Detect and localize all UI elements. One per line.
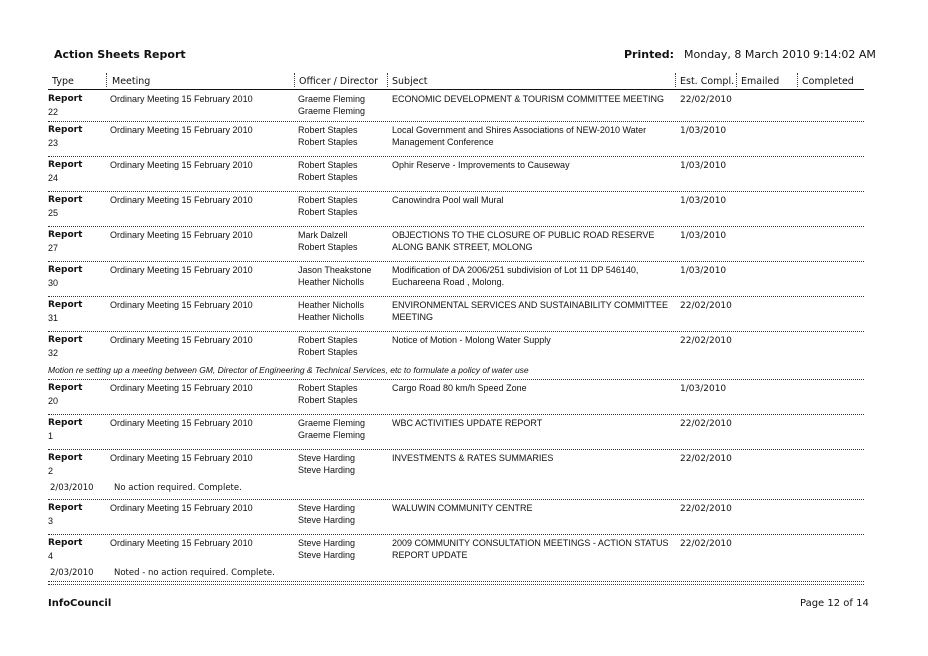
row-type: Report xyxy=(48,418,83,428)
row-officer: Robert Staples xyxy=(298,160,358,170)
row-number: 2 xyxy=(48,466,54,476)
row-subject: ENVIRONMENTAL SERVICES AND SUSTAINABILITY COMMITTEE MEETING xyxy=(392,300,669,322)
row-action-text: Noted - no action required. Complete. xyxy=(114,568,275,578)
table-row xyxy=(48,297,864,332)
row-meeting: Ordinary Meeting 15 February 2010 xyxy=(110,94,253,104)
table-row xyxy=(48,380,864,415)
row-meeting: Ordinary Meeting 15 February 2010 xyxy=(110,300,253,310)
row-type: Report xyxy=(48,453,83,463)
row-number: 30 xyxy=(48,278,59,288)
row-officer: Heather Nicholls xyxy=(298,300,365,310)
row-subject: WALUWIN COMMUNITY CENTRE xyxy=(392,503,533,513)
row-est-compl: 22/02/2010 xyxy=(680,336,732,346)
row-director: Robert Staples xyxy=(298,395,358,405)
row-meeting: Ordinary Meeting 15 February 2010 xyxy=(110,335,253,345)
row-director: Steve Harding xyxy=(298,550,356,560)
row-director: Robert Staples xyxy=(298,242,358,252)
printed-time: 9:14:02 AM xyxy=(813,48,876,61)
row-number: 22 xyxy=(48,107,59,117)
column-separator xyxy=(294,73,295,87)
row-est-compl: 22/02/2010 xyxy=(680,301,732,311)
row-number: 27 xyxy=(48,243,59,253)
row-est-compl: 1/03/2010 xyxy=(680,126,727,136)
row-director: Robert Staples xyxy=(298,347,358,357)
row-est-compl: 22/02/2010 xyxy=(680,95,732,105)
row-subject: 2009 COMMUNITY CONSULTATION MEETINGS - ACTION STATUS REPORT UPDATE xyxy=(392,538,669,560)
table-row xyxy=(48,262,864,297)
row-director: Graeme Fleming xyxy=(298,430,366,440)
row-number: 23 xyxy=(48,138,59,148)
row-type: Report xyxy=(48,265,83,275)
footer-brand: InfoCouncil xyxy=(48,598,112,609)
report-title: Action Sheets Report xyxy=(54,48,186,61)
row-officer: Graeme Fleming xyxy=(298,418,366,428)
column-header-emailed: Emailed xyxy=(741,76,780,87)
table-row xyxy=(48,192,864,227)
row-officer: Mark Dalzell xyxy=(298,230,348,240)
row-est-compl: 22/02/2010 xyxy=(680,539,732,549)
column-separator xyxy=(106,73,107,87)
row-type: Report xyxy=(48,383,83,393)
row-type: Report xyxy=(48,503,83,513)
row-note: Motion re setting up a meeting between GM, Director of Engineering & Technical Services, etc to formulate a policy of water use xyxy=(48,365,529,375)
table-row xyxy=(48,535,864,585)
row-director: Robert Staples xyxy=(298,207,358,217)
row-number: 25 xyxy=(48,208,59,218)
column-separator xyxy=(675,73,676,87)
row-meeting: Ordinary Meeting 15 February 2010 xyxy=(110,230,253,240)
row-est-compl: 1/03/2010 xyxy=(680,161,727,171)
row-meeting: Ordinary Meeting 15 February 2010 xyxy=(110,418,253,428)
header-divider xyxy=(48,89,864,90)
row-director: Steve Harding xyxy=(298,515,356,525)
column-header-type: Type xyxy=(52,76,74,87)
row-est-compl: 1/03/2010 xyxy=(680,196,727,206)
row-officer: Robert Staples xyxy=(298,125,358,135)
row-officer: Graeme Fleming xyxy=(298,94,366,104)
column-header-row xyxy=(0,73,928,89)
row-est-compl: 22/02/2010 xyxy=(680,454,732,464)
column-separator xyxy=(797,73,798,87)
printed-label: Printed: xyxy=(624,48,675,61)
table-row xyxy=(48,332,864,380)
row-subject: Canowindra Pool wall Mural xyxy=(392,195,504,205)
row-subject: INVESTMENTS & RATES SUMMARIES xyxy=(392,453,554,463)
row-action-date: 2/03/2010 xyxy=(50,483,94,493)
table-row xyxy=(48,415,864,450)
row-officer: Steve Harding xyxy=(298,503,356,513)
row-director: Steve Harding xyxy=(298,465,356,475)
column-header-meeting: Meeting xyxy=(112,76,151,87)
row-meeting: Ordinary Meeting 15 February 2010 xyxy=(110,383,253,393)
row-meeting: Ordinary Meeting 15 February 2010 xyxy=(110,503,253,513)
row-est-compl: 1/03/2010 xyxy=(680,231,727,241)
row-action-text: No action required. Complete. xyxy=(114,483,242,493)
row-type: Report xyxy=(48,300,83,310)
column-header-subject: Subject xyxy=(392,76,428,87)
table-row xyxy=(48,450,864,500)
row-director: Heather Nicholls xyxy=(298,312,365,322)
table-row xyxy=(48,227,864,262)
column-separator xyxy=(387,73,388,87)
row-officer: Steve Harding xyxy=(298,453,356,463)
table-row xyxy=(48,500,864,535)
row-est-compl: 22/02/2010 xyxy=(680,504,732,514)
row-subject: Cargo Road 80 km/h Speed Zone xyxy=(392,383,527,393)
row-type: Report xyxy=(48,195,83,205)
action-rows xyxy=(0,91,928,585)
row-number: 31 xyxy=(48,313,59,323)
row-number: 4 xyxy=(48,551,54,561)
row-officer: Jason Theakstone xyxy=(298,265,372,275)
row-director: Robert Staples xyxy=(298,137,358,147)
table-row xyxy=(48,91,864,122)
column-header-completed: Completed xyxy=(802,76,854,87)
row-est-compl: 1/03/2010 xyxy=(680,266,727,276)
row-type: Report xyxy=(48,160,83,170)
row-meeting: Ordinary Meeting 15 February 2010 xyxy=(110,195,253,205)
row-director: Heather Nicholls xyxy=(298,277,365,287)
row-meeting: Ordinary Meeting 15 February 2010 xyxy=(110,125,253,135)
printed-date: Monday, 8 March 2010 xyxy=(684,48,810,61)
row-number: 3 xyxy=(48,516,54,526)
row-subject: Local Government and Shires Associations of NEW-2010 Water Management Conference xyxy=(392,125,647,147)
row-subject: ECONOMIC DEVELOPMENT & TOURISM COMMITTEE MEETING xyxy=(392,94,665,104)
table-row xyxy=(48,122,864,157)
row-director: Robert Staples xyxy=(298,172,358,182)
row-meeting: Ordinary Meeting 15 February 2010 xyxy=(110,453,253,463)
row-subject: OBJECTIONS TO THE CLOSURE OF PUBLIC ROAD RESERVE ALONG BANK STREET, MOLONG xyxy=(392,230,655,252)
row-officer: Robert Staples xyxy=(298,335,358,345)
row-meeting: Ordinary Meeting 15 February 2010 xyxy=(110,160,253,170)
row-subject: WBC ACTIVITIES UPDATE REPORT xyxy=(392,418,543,428)
row-officer: Robert Staples xyxy=(298,195,358,205)
row-subject: Notice of Motion - Molong Water Supply xyxy=(392,335,551,345)
row-officer: Robert Staples xyxy=(298,383,358,393)
row-est-compl: 22/02/2010 xyxy=(680,419,732,429)
column-header-est-compl: Est. Compl. xyxy=(680,76,735,87)
row-subject: Ophir Reserve - Improvements to Causeway xyxy=(392,160,570,170)
page-number: Page 12 of 14 xyxy=(800,598,869,609)
row-meeting: Ordinary Meeting 15 February 2010 xyxy=(110,265,253,275)
row-subject: Modification of DA 2006/251 subdivision of Lot 11 DP 546140, Euchareena Road , Molong. xyxy=(392,265,639,287)
column-header-officer: Officer / Director xyxy=(299,76,379,87)
row-director: Graeme Fleming xyxy=(298,106,366,116)
row-number: 24 xyxy=(48,173,59,183)
row-number: 20 xyxy=(48,396,59,406)
footer-divider xyxy=(48,581,864,582)
row-type: Report xyxy=(48,335,83,345)
row-type: Report xyxy=(48,538,83,548)
table-row xyxy=(48,157,864,192)
row-meeting: Ordinary Meeting 15 February 2010 xyxy=(110,538,253,548)
row-number: 32 xyxy=(48,348,59,358)
row-type: Report xyxy=(48,94,83,104)
row-action-date: 2/03/2010 xyxy=(50,568,94,578)
row-type: Report xyxy=(48,230,83,240)
row-type: Report xyxy=(48,125,83,135)
column-separator xyxy=(736,73,737,87)
row-est-compl: 1/03/2010 xyxy=(680,384,727,394)
row-number: 1 xyxy=(48,431,54,441)
row-officer: Steve Harding xyxy=(298,538,356,548)
